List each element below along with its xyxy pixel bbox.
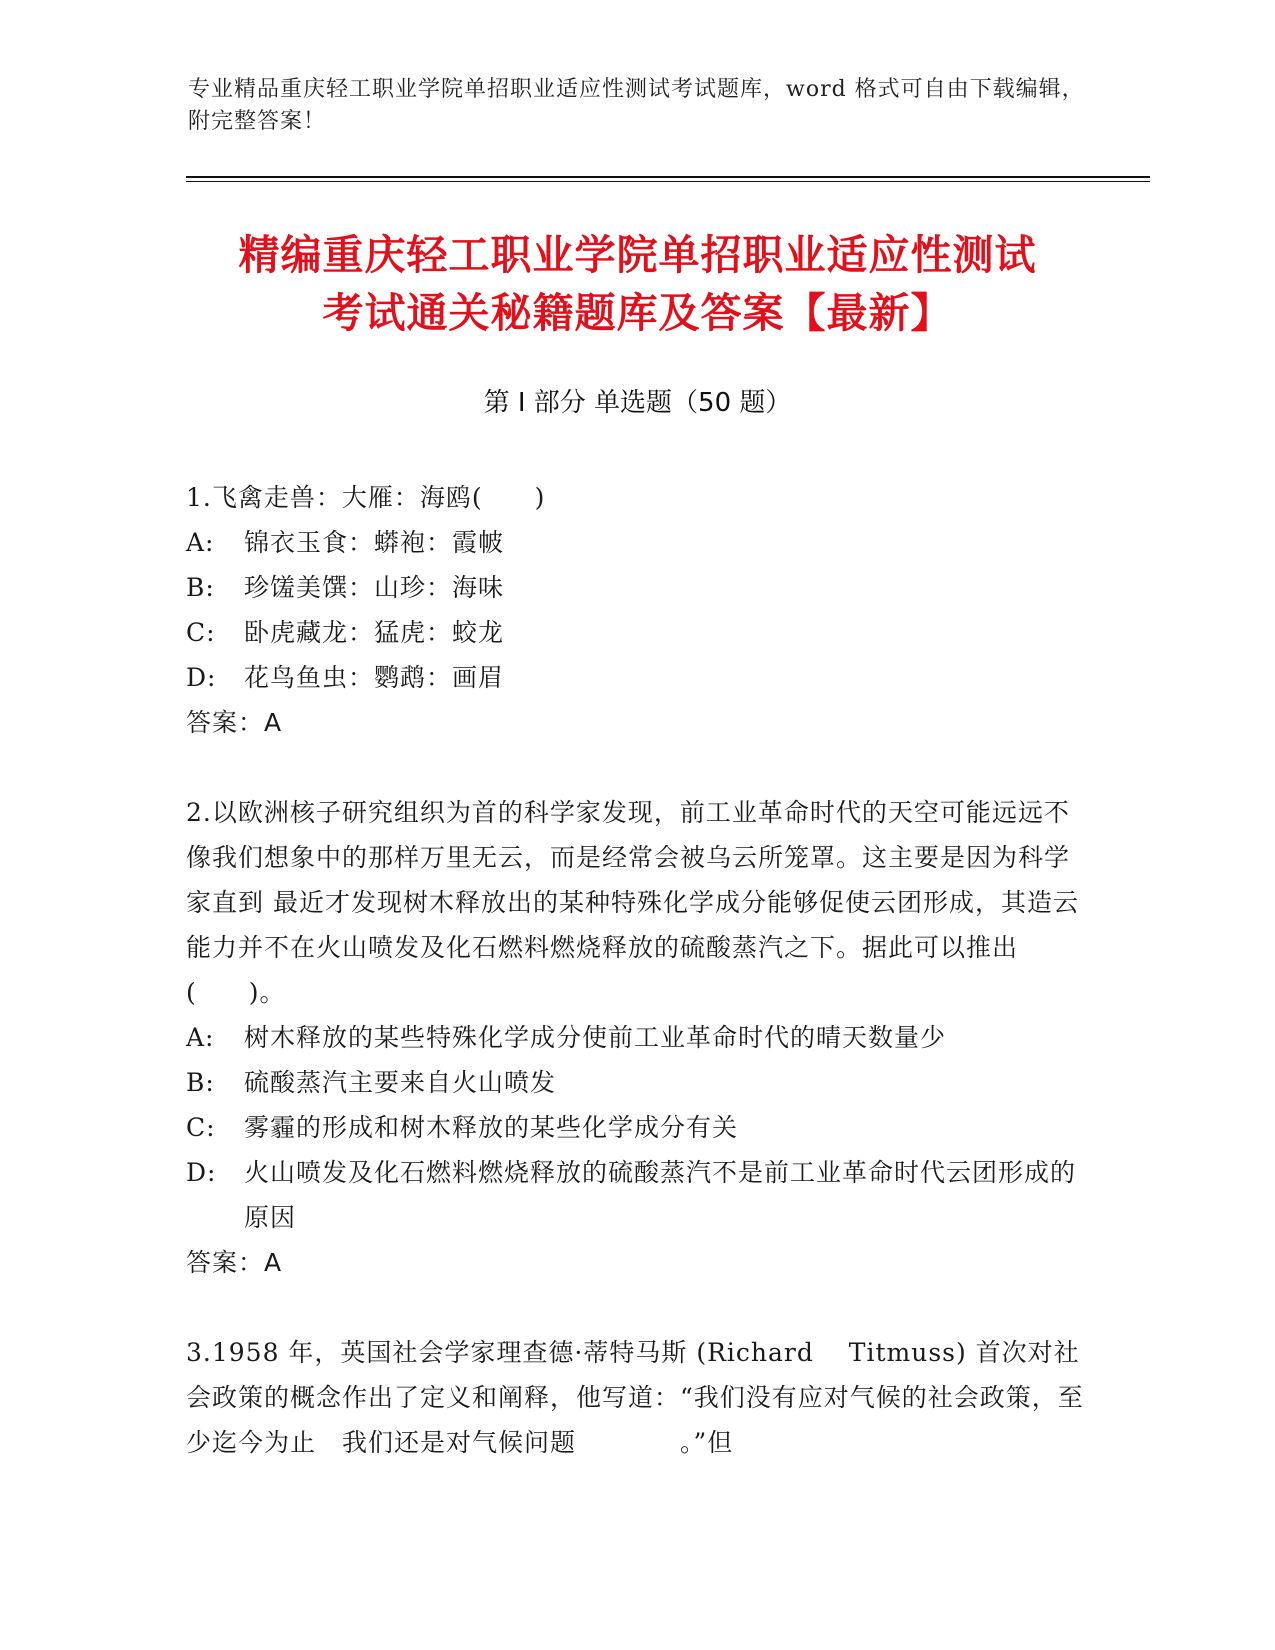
option-letter: B: bbox=[186, 1068, 215, 1097]
header-divider-thick bbox=[186, 176, 1150, 178]
option-letter: C: bbox=[186, 1113, 216, 1142]
option-a bbox=[186, 520, 1086, 565]
option-text: 珍馐美馔：山珍：海味 bbox=[244, 573, 505, 602]
option-letter: D: bbox=[186, 1158, 217, 1187]
question-1 bbox=[186, 475, 1086, 745]
header-note: 专业精品重庆轻工职业学院单招职业适应性测试考试题库，word 格式可自由下载编辑，附完整答案！ bbox=[188, 77, 1085, 134]
option-text: 锦衣玉食：蟒袍：霞帔 bbox=[244, 528, 505, 557]
option-a bbox=[186, 1015, 1086, 1060]
option-letter: A: bbox=[186, 1023, 215, 1052]
option-text: 硫酸蒸汽主要来自火山喷发 bbox=[244, 1068, 557, 1097]
question-stem: 3.1958 年，英国社会学家理查德·蒂特马斯 (Richard Titmuss) 首次对社会政策的概念作出了定义和阐释，他写道：“我们没有应对气候的社会政策，至少迄今为止 我们还是对气候问题 。”但 bbox=[186, 1338, 1084, 1457]
title-line-1: 精编重庆轻工职业学院单招职业适应性测试 bbox=[238, 231, 1037, 279]
option-text: 卧虎藏龙：猛虎：蛟龙 bbox=[244, 618, 505, 647]
option-text: 花鸟鱼虫：鹦鹉：画眉 bbox=[244, 663, 505, 692]
option-d bbox=[186, 655, 1086, 700]
option-letter: A: bbox=[186, 528, 215, 557]
question-list bbox=[186, 475, 1086, 1510]
option-text: 火山喷发及化石燃料燃烧释放的硫酸蒸汽不是前工业革命时代云团形成的原因 bbox=[244, 1158, 1077, 1232]
option-c bbox=[186, 610, 1086, 655]
header-divider-thin bbox=[186, 181, 1150, 182]
question-3 bbox=[186, 1330, 1086, 1465]
question-stem: 1.飞禽走兽：大雁：海鸥( ) bbox=[186, 483, 546, 512]
section-title: 第 I 部分 单选题（50 题） bbox=[483, 388, 792, 418]
option-text: 雾霾的形成和树木释放的某些化学成分有关 bbox=[244, 1113, 739, 1142]
option-b bbox=[186, 1060, 1086, 1105]
option-text: 树木释放的某些特殊化学成分使前工业革命时代的晴天数量少 bbox=[244, 1023, 947, 1052]
question-2 bbox=[186, 790, 1086, 1285]
option-letter: D: bbox=[186, 663, 217, 692]
option-letter: C: bbox=[186, 618, 216, 647]
answer-line: 答案：A bbox=[186, 708, 283, 737]
title-line-2: 考试通关秘籍题库及答案【最新】 bbox=[322, 289, 953, 337]
option-d bbox=[186, 1150, 1086, 1240]
option-c bbox=[186, 1105, 1086, 1150]
option-letter: B: bbox=[186, 573, 215, 602]
document-title bbox=[140, 226, 1135, 342]
answer-line: 答案：A bbox=[186, 1248, 283, 1277]
option-b bbox=[186, 565, 1086, 610]
question-stem: 2.以欧洲核子研究组织为首的科学家发现，前工业革命时代的天空可能远远不 像我们想象中的那样万里无云，而是经常会被乌云所笼罩。这主要是因为科学家直到 最近才发现树木释放出的某种特殊化学成分能够促使云团形成，其造云能力并不在火山喷发及化石燃料燃烧释放的硫酸蒸汽之下。据此可以推出( )。 bbox=[186, 798, 1079, 1007]
